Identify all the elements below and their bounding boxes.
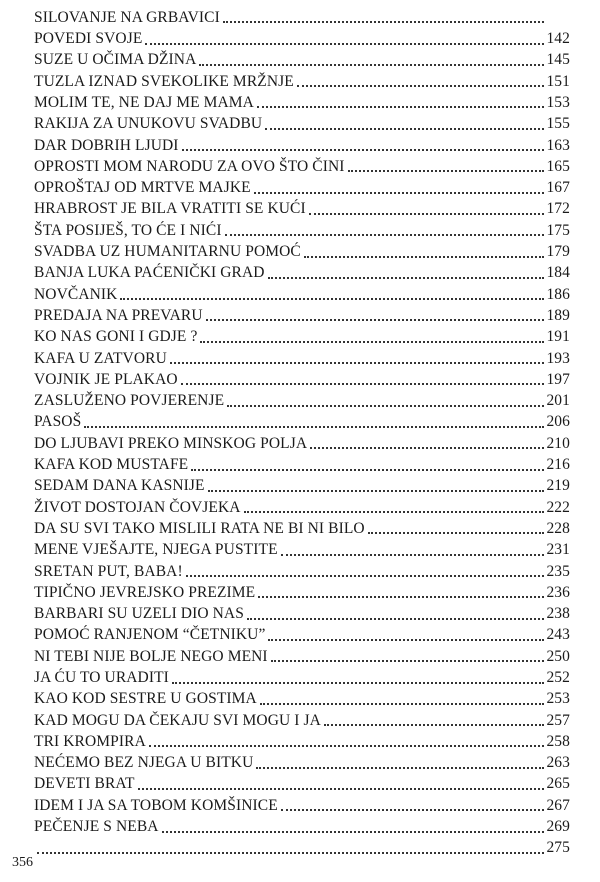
toc-entry-page: 155 bbox=[546, 115, 570, 133]
toc-entry-page: 197 bbox=[546, 370, 570, 388]
toc-entry-title: BARBARI SU UZELI DIO NAS bbox=[34, 605, 244, 623]
dot-leader bbox=[256, 767, 544, 769]
toc-entry-title: PASOŠ bbox=[34, 413, 82, 431]
toc-entry bbox=[34, 217, 570, 238]
dot-leader bbox=[309, 213, 544, 215]
toc-entry bbox=[34, 579, 570, 600]
toc-entry-title: PREDAJA NA PREVARU bbox=[34, 306, 203, 324]
toc-entry-page: 151 bbox=[546, 72, 570, 90]
toc-entry bbox=[34, 409, 570, 430]
toc-entry bbox=[34, 536, 570, 557]
toc-entry-page: 236 bbox=[546, 583, 570, 601]
toc-entry-page: 179 bbox=[546, 243, 570, 261]
toc-entry bbox=[34, 25, 570, 46]
dot-leader bbox=[244, 511, 544, 513]
toc-entry bbox=[34, 281, 570, 302]
dot-leader bbox=[208, 490, 544, 492]
toc-entry-title: JA ĆU TO URADITI bbox=[34, 669, 169, 686]
toc-entry-page: 165 bbox=[546, 157, 570, 175]
toc-entry-title: KAFA KOD MUSTAFE bbox=[34, 456, 189, 474]
toc-entry-title: VOJNIK JE PLAKAO bbox=[34, 370, 178, 388]
toc-entry bbox=[34, 153, 570, 174]
toc-entry-page: 186 bbox=[546, 285, 570, 303]
toc-entry-page: 184 bbox=[546, 264, 570, 282]
dot-leader bbox=[145, 43, 544, 45]
dot-leader bbox=[182, 149, 544, 151]
toc-entry-title: DA SU SVI TAKO MISLILI RATA NE BI NI BILO bbox=[34, 519, 365, 537]
toc-entry bbox=[34, 707, 570, 728]
toc-entry-title: TIPIČNO JEVREJSKO PREZIME bbox=[34, 583, 256, 601]
toc-entry-title: KO NAS GONI I GDJE ? bbox=[34, 328, 198, 346]
toc-entry bbox=[34, 47, 570, 68]
toc-entry-title: TRI KROMPIRA bbox=[34, 732, 146, 750]
dot-leader bbox=[281, 809, 544, 811]
toc-entry bbox=[34, 68, 570, 89]
dot-leader bbox=[324, 724, 544, 726]
toc-entry-title: MOLIM TE, NE DAJ ME MAMA bbox=[34, 93, 254, 111]
toc-entry bbox=[34, 792, 570, 813]
dot-leader bbox=[84, 426, 544, 428]
toc-entry-page: 263 bbox=[546, 754, 570, 772]
dot-leader bbox=[258, 596, 544, 598]
toc-entry bbox=[34, 515, 570, 536]
toc-entry bbox=[34, 260, 570, 281]
toc-entry-title: KAFA U ZATVORU bbox=[34, 349, 167, 367]
toc-entry-title: IDEM I JA SA TOBOM KOMŠINICE bbox=[34, 796, 278, 814]
toc-entry-page: 243 bbox=[546, 626, 570, 644]
toc-entry-page: 145 bbox=[546, 51, 570, 69]
dot-leader bbox=[199, 64, 544, 66]
toc-entry-title: OPROSTI MOM NARODU ZA OVO ŠTO ČINI bbox=[34, 157, 345, 175]
toc-entry-page: 142 bbox=[546, 30, 570, 48]
toc-entry-page: 175 bbox=[546, 221, 570, 239]
toc-entry-page: 167 bbox=[546, 179, 570, 197]
dot-leader bbox=[162, 831, 544, 833]
toc-entry bbox=[34, 196, 570, 217]
toc-entry-title: SRETAN PUT, BABA! bbox=[34, 562, 183, 580]
toc-entry-title: SVADBA UZ HUMANITARNU POMOĆ bbox=[34, 243, 301, 261]
toc-entry bbox=[34, 749, 570, 770]
toc-entry bbox=[34, 643, 570, 664]
toc-entry-title: TUZLA IZNAD SVEKOLIKE MRŽNJE bbox=[34, 72, 294, 90]
dot-leader bbox=[254, 192, 544, 194]
toc-entry bbox=[34, 366, 570, 387]
toc-entry-page: 206 bbox=[546, 413, 570, 431]
toc-entry-page: 222 bbox=[546, 498, 570, 516]
dot-leader bbox=[265, 128, 544, 130]
toc-entry-title: SEDAM DANA KASNIJE bbox=[34, 477, 205, 495]
dot-leader bbox=[304, 256, 544, 258]
toc-entry-page: 193 bbox=[546, 349, 570, 367]
dot-leader bbox=[268, 277, 544, 279]
toc-entry-title: SILOVANJE NA GRBAVICI bbox=[34, 8, 220, 26]
dot-leader bbox=[310, 447, 544, 449]
dot-leader bbox=[227, 405, 544, 407]
dot-leader bbox=[191, 469, 544, 471]
dot-leader bbox=[181, 383, 544, 385]
toc-entry-page: 257 bbox=[546, 711, 570, 729]
toc-entry bbox=[34, 132, 570, 153]
toc-entry bbox=[34, 4, 570, 25]
toc-entry-title: KAO KOD SESTRE U GOSTIMA bbox=[34, 690, 257, 708]
toc-entry bbox=[34, 323, 570, 344]
toc-entry bbox=[34, 686, 570, 707]
dot-leader bbox=[368, 532, 544, 534]
toc-entry bbox=[34, 728, 570, 749]
toc-entry-page: 252 bbox=[546, 669, 570, 686]
toc-entry-title: NEĆEMO BEZ NJEGA U BITKU bbox=[34, 754, 254, 772]
toc-entry bbox=[34, 238, 570, 259]
toc-entry bbox=[34, 473, 570, 494]
toc-entry-page: 231 bbox=[546, 541, 570, 559]
dot-leader bbox=[281, 554, 544, 556]
dot-leader bbox=[120, 298, 544, 300]
dot-leader bbox=[170, 362, 544, 364]
dot-leader bbox=[271, 660, 544, 662]
toc-entry bbox=[34, 664, 570, 685]
toc-entry-title: ŽIVOT DOSTOJAN ČOVJEKA bbox=[34, 498, 241, 516]
toc-entry bbox=[34, 387, 570, 408]
toc-entry bbox=[34, 494, 570, 515]
toc-entry-page: 189 bbox=[546, 306, 570, 324]
dot-leader bbox=[297, 85, 544, 87]
toc-entry-page: 250 bbox=[546, 647, 570, 665]
toc-entry bbox=[34, 302, 570, 323]
dot-leader bbox=[348, 170, 544, 172]
dot-leader bbox=[225, 234, 544, 236]
toc-entry-title: PEČENJE S NEBA bbox=[34, 818, 159, 836]
dot-leader bbox=[223, 21, 544, 23]
toc-entry-page: 275 bbox=[546, 839, 570, 857]
toc-entry-title: NOVČANIK bbox=[34, 285, 118, 303]
toc-entry-page: 153 bbox=[546, 93, 570, 111]
toc-entry bbox=[34, 600, 570, 621]
toc-entry-page: 191 bbox=[546, 328, 570, 346]
toc-entry-page: 253 bbox=[546, 690, 570, 708]
toc-entry-title: BANJA LUKA PAĆENIČKI GRAD bbox=[34, 264, 265, 282]
toc-entry-title: ŠTA POSIJEŠ, TO ĆE I NIĆI bbox=[34, 221, 222, 239]
dot-leader bbox=[206, 319, 544, 321]
toc-entry bbox=[34, 174, 570, 195]
toc-entry bbox=[34, 110, 570, 131]
toc-entry-page: 238 bbox=[546, 605, 570, 623]
toc-entry-page: 267 bbox=[546, 796, 570, 814]
toc-entry bbox=[34, 558, 570, 579]
toc-entry-page: 210 bbox=[546, 434, 570, 452]
dot-leader bbox=[247, 618, 544, 620]
toc-entry-title: MENE VJEŠAJTE, NJEGA PUSTITE bbox=[34, 541, 278, 559]
toc-entry-title: RAKIJA ZA UNUKOVU SVADBU bbox=[34, 115, 263, 133]
toc-entry-page: 235 bbox=[546, 562, 570, 580]
toc-entry bbox=[34, 771, 570, 792]
toc-entry-title: NI TEBI NIJE BOLJE NEGO MENI bbox=[34, 647, 268, 665]
toc-entry-page: 219 bbox=[546, 477, 570, 495]
toc-entry-title: DEVETI BRAT bbox=[34, 775, 135, 793]
toc-entry bbox=[34, 451, 570, 472]
dot-leader bbox=[138, 788, 544, 790]
dot-leader bbox=[257, 106, 544, 108]
table-of-contents bbox=[34, 4, 570, 856]
toc-entry-title: KAD MOGU DA ČEKAJU SVI MOGU I JA bbox=[34, 711, 321, 729]
toc-entry bbox=[34, 622, 570, 643]
toc-entry-title: ZASLUŽENO POVJERENJE bbox=[34, 392, 225, 410]
toc-entry-page: 269 bbox=[546, 818, 570, 836]
page-number: 356 bbox=[12, 855, 33, 870]
dot-leader bbox=[37, 852, 544, 854]
toc-entry bbox=[34, 813, 570, 834]
toc-entry-title: OPROŠTAJ OD MRTVE MAJKE bbox=[34, 179, 251, 197]
dot-leader bbox=[149, 745, 544, 747]
toc-entry-page: 265 bbox=[546, 775, 570, 793]
dot-leader bbox=[260, 703, 544, 705]
toc-entry-title: POVEDI SVOJE bbox=[34, 30, 143, 48]
toc-entry-page: 172 bbox=[546, 200, 570, 218]
toc-entry bbox=[34, 345, 570, 366]
toc-entry-title: POMOĆ RANJENOM “ČETNIKU” bbox=[34, 626, 266, 644]
toc-entry-page: 163 bbox=[546, 136, 570, 154]
toc-entry-title: HRABROST JE BILA VRATITI SE KUĆI bbox=[34, 200, 306, 218]
toc-entry-page: 216 bbox=[546, 456, 570, 474]
dot-leader bbox=[268, 639, 544, 641]
toc-entry bbox=[34, 835, 570, 856]
dot-leader bbox=[172, 682, 544, 684]
dot-leader bbox=[200, 341, 544, 343]
toc-entry-page: 258 bbox=[546, 732, 570, 750]
toc-entry bbox=[34, 430, 570, 451]
toc-entry-page: 201 bbox=[546, 392, 570, 410]
toc-entry-title: DAR DOBRIH LJUDI bbox=[34, 136, 179, 154]
dot-leader bbox=[186, 575, 544, 577]
toc-entry-page: 228 bbox=[546, 519, 570, 537]
toc-entry-title: DO LJUBAVI PREKO MINSKOG POLJA bbox=[34, 434, 308, 452]
toc-entry bbox=[34, 89, 570, 110]
toc-entry-title: SUZE U OČIMA DŽINA bbox=[34, 51, 197, 69]
